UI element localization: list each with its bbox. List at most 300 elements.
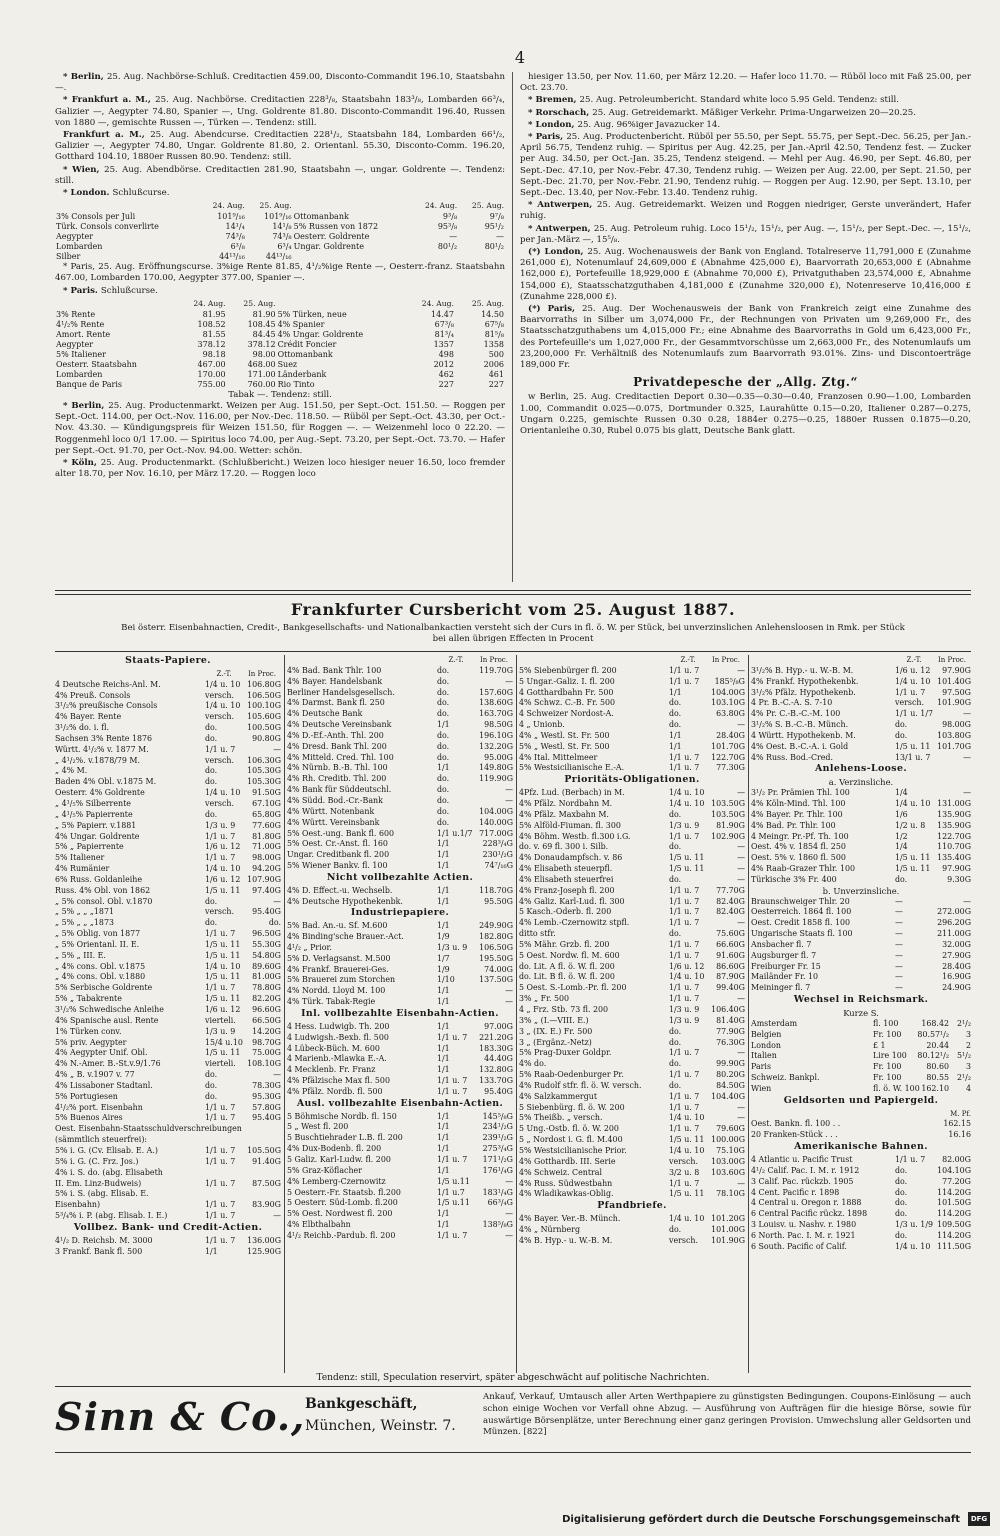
- security-name: 3¹/₂% do. i. fl.: [55, 723, 110, 733]
- table-row: [287, 774, 513, 785]
- table-row: [55, 756, 281, 767]
- table-header: 25. Aug.: [471, 298, 504, 308]
- interest-date: 1/1 u. 1/7: [895, 709, 934, 719]
- interest-date: [205, 1135, 243, 1146]
- security-name: 5% Westsicilianische E.-A.: [519, 763, 625, 773]
- table-row: [55, 680, 281, 691]
- price: —: [737, 1113, 745, 1123]
- interest-date: do.: [205, 918, 218, 928]
- interest-date: do.: [669, 698, 682, 708]
- quote-row: [55, 360, 505, 370]
- security-name: Augsburger fl. 7: [751, 950, 817, 960]
- table-row: [55, 1113, 281, 1124]
- table-row: [519, 951, 745, 962]
- price: 185⁵/₈G: [714, 676, 745, 686]
- interest-date: 1/1 u. 7: [205, 1156, 236, 1166]
- news-paragraph: [520, 224, 971, 246]
- exchange-rate: 80.55: [926, 1073, 949, 1083]
- price: 101.20G: [711, 1214, 745, 1224]
- news-paragraph: [520, 95, 971, 106]
- price: 75.00G: [252, 1048, 281, 1058]
- interest-date: do.: [669, 1059, 682, 1069]
- table-row: [55, 983, 281, 994]
- table-row: [287, 742, 513, 753]
- footer-credit: Digitalisierung gefördert durch die Deutsche Forschungsgemeinschaft: [562, 1514, 960, 1525]
- price: —: [737, 665, 745, 675]
- security-name: 5% Oest.-ung. Bank fl. 600: [287, 828, 395, 838]
- interest-date: 1/5 u. 11: [205, 885, 241, 895]
- table-header: 24. Aug.: [193, 298, 226, 308]
- interest-date: do.: [669, 842, 682, 852]
- price: 103.50G: [711, 809, 745, 819]
- quote-value: 9⁷/₈: [489, 212, 504, 222]
- section-heading: Ausl. vollbezahlte Eisenbahn-Actien.: [296, 1097, 504, 1109]
- interest-date: 1/5 u. 11: [205, 939, 241, 949]
- interest-date: do.: [895, 874, 908, 884]
- security-name: 4% Württ. Vereinsbank: [287, 817, 380, 827]
- exchange-row: [751, 1030, 971, 1041]
- table-row: [55, 853, 281, 864]
- bourse-column-4: [751, 655, 971, 1373]
- exchange-row: [751, 1041, 971, 1052]
- table-row: [751, 853, 971, 864]
- table-row: [55, 1070, 281, 1081]
- news-paragraph: [55, 72, 505, 94]
- security-name: 4% Oest. B.-C.-A. i. Gold: [751, 741, 849, 751]
- quote-value: 14¹/₄: [225, 222, 245, 232]
- security-name: 4% Ungar. Goldrente: [55, 831, 140, 841]
- interest-date: 1/1 u. 7: [205, 1102, 236, 1112]
- table-row: [287, 921, 513, 932]
- news-paragraph: [520, 200, 971, 222]
- price: 97.00G: [484, 1021, 513, 1031]
- column-proc: In Proc.: [938, 656, 966, 664]
- price: 101.40G: [937, 676, 971, 686]
- price: 82.20G: [252, 994, 281, 1004]
- interest-date: 1/4 u. 10: [669, 1214, 705, 1224]
- table-row: [751, 1220, 971, 1231]
- table-row: [287, 698, 513, 709]
- ad-business-type: Bankgeschäft,: [305, 1396, 418, 1412]
- security-name: 4 Hess. Ludwigb. Th. 200: [287, 1021, 390, 1031]
- security-name: 3% Rente: [56, 309, 96, 319]
- security-name: 4% N.-Amer. B.-St.v.9/1.76: [55, 1059, 161, 1069]
- quote-value: 378.12: [197, 339, 226, 349]
- security-name: 5 Siebenbürg. fl. ö. W. 200: [519, 1102, 625, 1112]
- security-name: 4% D. Effect.-u. Wechselb.: [287, 885, 393, 895]
- security-name: 4% „ Nürnberg: [519, 1224, 581, 1234]
- price: 98.00G: [252, 853, 281, 863]
- table-row: [519, 1157, 745, 1168]
- column-header: [751, 655, 971, 666]
- news-paragraph: [55, 188, 505, 199]
- price: [261, 1124, 281, 1135]
- security-name: Türkische 3% Fr. 400: [751, 874, 837, 884]
- interest-date: 1/7: [437, 953, 450, 963]
- security-name: 5% Portugiesen: [55, 1091, 118, 1101]
- news-dateline: * Bremen,: [528, 95, 580, 106]
- price: 28.40G: [942, 961, 971, 971]
- interest-date: 1/4: [895, 842, 908, 852]
- exchange-place: London: [751, 1040, 781, 1050]
- interest-date: 1/5 u. 11: [895, 741, 931, 751]
- column-divider: [748, 655, 749, 1373]
- table-row: [55, 701, 281, 712]
- news-paragraph: [520, 247, 971, 303]
- interest-date: 1/5 u. 11: [895, 853, 931, 863]
- security-name: „ 4% M.: [55, 766, 88, 776]
- security-name: Mailänder Fr. 10: [751, 972, 819, 982]
- price: 182.80G: [479, 932, 513, 942]
- price: 131.00G: [937, 798, 971, 808]
- table-row: [287, 850, 513, 861]
- price: [243, 1189, 281, 1200]
- table-row: [55, 777, 281, 788]
- section-heading: Amerikanische Bahnen.: [794, 1141, 928, 1153]
- price: 195.50G: [479, 953, 513, 963]
- table-row: [519, 1146, 745, 1157]
- interest-date: 1/1: [437, 861, 450, 871]
- security-name: 5% „ Tabakrente: [55, 994, 122, 1004]
- security-name: 4¹/₂ „ Prior.: [287, 942, 332, 952]
- quote-value: 6³/₈: [230, 242, 245, 252]
- security-name: 3 „ (IX. E.) Fr. 500: [519, 1026, 593, 1036]
- quote-value: [458, 252, 505, 262]
- news-paragraph: [55, 165, 505, 187]
- price: 101.50G: [937, 1198, 971, 1208]
- news-dateline: * London,: [528, 119, 578, 130]
- security-name: 3% „ Fr. 500: [519, 994, 570, 1004]
- news-paragraph: [55, 286, 505, 297]
- price: 138.60G: [479, 698, 513, 708]
- bourse-subtitle-line1: Bei österr. Eisenbahnactien, Credit-, Bankgesellschafts- und Nationalbankactien versteht sich der Curs in fl. ö. W. per Stück, bei unverzinslichen Anlehensloosen in Rmk. per Stück: [121, 623, 905, 633]
- table-row: [519, 1048, 745, 1059]
- price: —: [737, 994, 745, 1004]
- price: 83.90G: [252, 1200, 281, 1210]
- price: —: [505, 676, 513, 686]
- price: 96.60G: [252, 1005, 281, 1014]
- price: 98.00G: [942, 720, 971, 730]
- security-name: 4% B. Hyp.- u. W.-B. M.: [519, 1235, 613, 1245]
- interest-date: 1/1 u. 7: [205, 853, 236, 863]
- ad-bottom-rule: [55, 1452, 971, 1453]
- news-paragraph: [520, 108, 971, 119]
- price: 136.00G: [247, 1235, 281, 1245]
- exchange-unit: Fr. 100: [873, 1029, 902, 1039]
- security-name: 5% Brauerei zum Storchen: [287, 975, 396, 985]
- security-name: 5 Kasch.-Oderb. fl. 200: [519, 907, 612, 917]
- price: 103.10G: [711, 698, 745, 708]
- interest-date: 1/1: [205, 1246, 218, 1256]
- price: 100.50G: [247, 723, 281, 733]
- security-name: 4% Pfälz. Nordb. fl. 500: [287, 1086, 383, 1096]
- interest-date: do.: [437, 795, 450, 805]
- interest-date: 1/1 u. 7: [669, 1091, 700, 1101]
- security-name: 4% Spanische ausl. Rente: [55, 1015, 159, 1025]
- security-name: Ottomanbank: [293, 212, 349, 222]
- ad-firm-name: Sinn & Co.,: [55, 1394, 306, 1439]
- table-row: [287, 1022, 513, 1033]
- ad-address: München, Weinstr. 7.: [305, 1418, 456, 1434]
- price: 122.70G: [711, 752, 745, 762]
- security-name: 5% Oest. Nordwest fl. 200: [287, 1209, 393, 1219]
- interest-date: 1/1 u. 7: [205, 1235, 236, 1245]
- table-row: [55, 1081, 281, 1092]
- security-name: 4 „ Unionb.: [519, 720, 565, 730]
- quote-value: 500: [488, 349, 504, 359]
- price: —: [273, 1211, 281, 1221]
- interest-date: 1/1 u. 7: [205, 1178, 236, 1188]
- security-name: 5 Buschtiehrader L.B. fl. 200: [287, 1133, 403, 1143]
- table-row: [751, 907, 971, 918]
- table-header: 25. Aug.: [259, 201, 292, 211]
- exchange-rate: 20.44: [926, 1040, 949, 1050]
- security-name: „ 4% cons. Obl. v.1880: [55, 972, 146, 982]
- news-dateline: Frankfurt a. M.,: [63, 130, 151, 141]
- price: 67.10G: [252, 798, 281, 808]
- price: 24.90G: [942, 983, 971, 993]
- table-row: [55, 1135, 281, 1146]
- price: 77.90G: [716, 1026, 745, 1036]
- subheading: b. Unverzinsliche.: [822, 885, 900, 896]
- price: 101.90G: [937, 698, 971, 708]
- column-proc: In Proc.: [480, 656, 508, 664]
- table-row: [287, 1231, 513, 1242]
- price: [243, 1135, 281, 1146]
- table-row: [519, 940, 745, 951]
- price: 138⁵/₈G: [482, 1220, 513, 1230]
- interest-date: 1/1: [437, 850, 450, 860]
- interest-date: vierteli.: [205, 1015, 236, 1025]
- discount-rate: 2¹/₂: [956, 1073, 971, 1083]
- interest-date: do.: [895, 1176, 908, 1186]
- security-name: Meininger fl. 7: [751, 983, 811, 993]
- table-row: [55, 1016, 281, 1027]
- table-row: [519, 897, 745, 908]
- price: 234¹/₂G: [482, 1122, 513, 1132]
- table-row: [751, 1155, 971, 1166]
- column-proc: In Proc.: [712, 656, 740, 664]
- interest-date: 1/1 u. 7: [437, 1032, 468, 1042]
- table-row: [519, 1059, 745, 1070]
- interest-date: 1/9: [437, 964, 450, 974]
- security-name: Suez: [277, 359, 298, 369]
- table-row: [519, 1081, 745, 1092]
- security-name: 4% Bayer. Rente: [55, 712, 122, 722]
- security-name: 4% Aegypter Unif. Obl.: [55, 1048, 148, 1058]
- exchange-rate: 162.10: [921, 1083, 949, 1093]
- security-name: „ 5% consol. Obl. v.1870: [55, 896, 153, 906]
- interest-date: 1/5 u.11: [437, 1176, 470, 1186]
- table-row: [519, 994, 745, 1005]
- table-row: [751, 742, 971, 753]
- interest-date: [205, 1189, 243, 1200]
- table-top-rule: [55, 651, 971, 652]
- security-name: 3 Louisv. u. Nashv. r. 1980: [751, 1220, 857, 1230]
- interest-date: do.: [669, 874, 682, 884]
- security-name: 4% Deutsche Vereinsbank: [287, 720, 392, 730]
- news-text: Schlußcurse.: [112, 188, 170, 199]
- column-header: [55, 669, 281, 680]
- table-row: [519, 1214, 745, 1225]
- security-name: 3 Frankf. Bank fl. 500: [55, 1246, 143, 1256]
- interest-date: 1/1 u. 7: [669, 763, 700, 773]
- table-row: [287, 1076, 513, 1087]
- security-name: 4 Central u. Oregon r. 1888: [751, 1198, 862, 1208]
- interest-date: do.: [205, 1070, 218, 1080]
- interest-date: 1/1: [437, 885, 450, 895]
- interest-date: do.: [437, 676, 450, 686]
- interest-date: do.: [205, 777, 218, 787]
- interest-date: 1/5 u. 11: [669, 1135, 705, 1145]
- table-row: [287, 829, 513, 840]
- interest-date: versch.: [669, 1235, 698, 1245]
- table-row: [519, 1027, 745, 1038]
- table-row: [287, 839, 513, 850]
- table-row: [751, 1231, 971, 1242]
- interest-date: versch.: [205, 712, 234, 722]
- table-row: [519, 1092, 745, 1103]
- price: —: [273, 896, 281, 906]
- price: 106.40G: [711, 1005, 745, 1014]
- interest-date: 1/5 u. 11: [205, 994, 241, 1004]
- table-row: [519, 972, 745, 983]
- security-name: 4% „ B. v.1907 v. 77: [55, 1070, 135, 1080]
- price: 149.80G: [479, 763, 513, 773]
- interest-date: 1/1: [437, 839, 450, 849]
- interest-date: 1/3 u. 9: [669, 1005, 700, 1014]
- price: 82.40G: [716, 907, 745, 917]
- security-name: 4% Frankf. Hypothekenbk.: [751, 676, 859, 686]
- price: 109.50G: [937, 1220, 971, 1230]
- security-name: Freiburger Fr. 15: [751, 961, 821, 971]
- table-row: [519, 1005, 745, 1016]
- quote-value: 108.52: [197, 319, 226, 329]
- price: 100.00G: [711, 1135, 745, 1145]
- security-name: 4% Schwz. C.-B. Fr. 500: [519, 698, 616, 708]
- table-row: [519, 929, 745, 940]
- security-name: „ 5% „ III. E.: [55, 950, 106, 960]
- table-row: [55, 1157, 281, 1168]
- table-row: [287, 861, 513, 872]
- security-name: 4% Binding'sche Brauer.-Act.: [287, 932, 404, 942]
- interest-date: do.: [669, 1037, 682, 1047]
- security-name: 4¹/₂ Calif. Pac. I. M. r. 1912: [751, 1165, 860, 1175]
- security-name: 5% i. S. (abg. Elisab. E.: [55, 1189, 149, 1199]
- security-name: 5% i. G. (Cv. Elisab. E. A.): [55, 1145, 158, 1155]
- interest-date: 1/3 u. 9: [669, 820, 700, 830]
- table-header: [55, 200, 199, 212]
- security-name: 3 Calif. Pac. rückzb. 1905: [751, 1176, 854, 1186]
- interest-date: 13/1 u. 7: [895, 752, 931, 762]
- interest-date: 1/1 u. 7: [669, 907, 700, 917]
- price: —: [963, 752, 971, 762]
- exchange-unit: £ 1: [873, 1040, 886, 1050]
- exchange-row: [751, 1062, 971, 1073]
- table-row: [519, 666, 745, 677]
- quote-value: 74³/₈: [272, 232, 292, 242]
- price: 91.40G: [252, 1156, 281, 1166]
- section-heading: Staats-Papiere.: [125, 655, 211, 666]
- interest-date: 1/6 u. 12: [669, 961, 705, 971]
- table-row: [55, 799, 281, 810]
- interest-date: 1/1 u. 7: [205, 1200, 236, 1210]
- security-name: Württ. 4¹/₂% v. 1877 M.: [55, 744, 149, 754]
- table-row: [751, 1209, 971, 1220]
- table-row: [751, 688, 971, 699]
- table-row: [519, 1016, 745, 1027]
- quote-row: [55, 320, 505, 330]
- security-name: Braunschweiger Thlr. 20: [751, 896, 850, 906]
- table-row: [55, 1027, 281, 1038]
- table-header: 25. Aug.: [243, 298, 276, 308]
- security-name: Banque de Paris: [56, 379, 123, 389]
- table-row: [55, 723, 281, 734]
- price: 63.80G: [716, 709, 745, 719]
- security-name: Ansbacher fl. 7: [751, 939, 812, 949]
- table-row: [751, 753, 971, 764]
- news-dateline: (*) London,: [528, 247, 588, 258]
- table-row: [55, 1092, 281, 1103]
- news-text: 25. Aug. Petroleumbericht. Standard white loco 5.95 Geld. Tendenz: still.: [579, 95, 899, 106]
- security-name: 4% Pr. C.-B.-C.-M. 100: [751, 709, 841, 719]
- price: 135.40G: [937, 853, 971, 863]
- table-header: [277, 298, 405, 310]
- table-row: [519, 853, 745, 864]
- security-name: 3 „ (Ergänz.-Netz): [519, 1037, 592, 1047]
- interest-date: 1/4 u. 10: [669, 1113, 705, 1123]
- price: 32.00G: [942, 939, 971, 949]
- table-row: [287, 897, 513, 908]
- security-name: 4% Rumänier: [55, 864, 110, 874]
- interest-date: 1/4 u. 10: [669, 798, 705, 808]
- table-row: [55, 832, 281, 843]
- interest-date: 1/3 u. 9: [669, 1015, 700, 1025]
- news-dateline: * Berlin,: [63, 72, 107, 82]
- table-row: [519, 875, 745, 886]
- interest-date: 1/4 u. 10: [895, 798, 931, 808]
- paris-tendenz: Tabak —. Tendenz: still.: [228, 389, 332, 400]
- interest-date: 15/4 u.10: [205, 1037, 243, 1047]
- table-row: [287, 1054, 513, 1065]
- table-row: [287, 975, 513, 986]
- interest-date: —: [895, 929, 903, 939]
- security-name: 4% Russ. Bod.-Cred.: [751, 752, 833, 762]
- interest-date: do.: [669, 1224, 682, 1234]
- security-name: do. Lit. A fl. ö. W. fl. 200: [519, 961, 615, 971]
- interest-date: 1/1 u. 7: [205, 983, 236, 993]
- price: 78.30G: [252, 1080, 281, 1090]
- table-row: [287, 1166, 513, 1177]
- news-text: 25. Aug. Abendcurse. Creditactien 228¹/₂, Staatsbahn 184, Lombarden 66¹/₂, Galizier —, Aegypter 74.80, Ungar. Goldrente 81.80, 2. Orientanl. 55.30, Disconto-Comm. 196.20, Gotthard 104.10, 1880er Russen 80.90. Tendenz: still.: [55, 130, 505, 163]
- price: 717.00G: [479, 828, 513, 838]
- price: 91.50G: [252, 788, 281, 798]
- quote-value: 1357: [433, 339, 454, 349]
- price: 118.70G: [479, 885, 513, 895]
- security-name: 4¹/₂% port. Eisenbahn: [55, 1102, 143, 1112]
- price: 104.40G: [711, 1091, 745, 1101]
- bourse-table: [55, 655, 971, 1373]
- security-name: 5% Buenos Aires: [55, 1113, 123, 1123]
- table-row: [55, 1168, 281, 1179]
- security-name: 5% Türken, neue: [277, 309, 347, 319]
- price: —: [737, 864, 745, 874]
- section-rule: [55, 590, 971, 595]
- news-text: 25. Aug. Productenmarkt. Weizen per Aug. 151.50, per Sept.-Oct. 151.50. — Roggen per Sept.-Oct. 114.00, per Oct.-Nov. 116.00, per Nov.-Dec. 118.50. — Rüböl per Sept.-Oct. 43.30, per Oct.-Nov. 43.30. — Kündigungspreis für Weizen 151.50, für Roggen —. — Weizenmehl loco 0 22.20. — Roggenmehl loco 0/1 17.00. — Spiritus loco 74.00, per Aug.-Sept. 73.20, per Sept.-Oct. 73.70. — Hafer per Sept.-Oct. 91.70, per Oct.-Nov. 94.00. Wetter: schön.: [55, 401, 505, 456]
- price: 104.10G: [937, 1165, 971, 1175]
- price: 75.60G: [716, 929, 745, 939]
- security-name: „ 5% Orientanl. II. E.: [55, 939, 140, 949]
